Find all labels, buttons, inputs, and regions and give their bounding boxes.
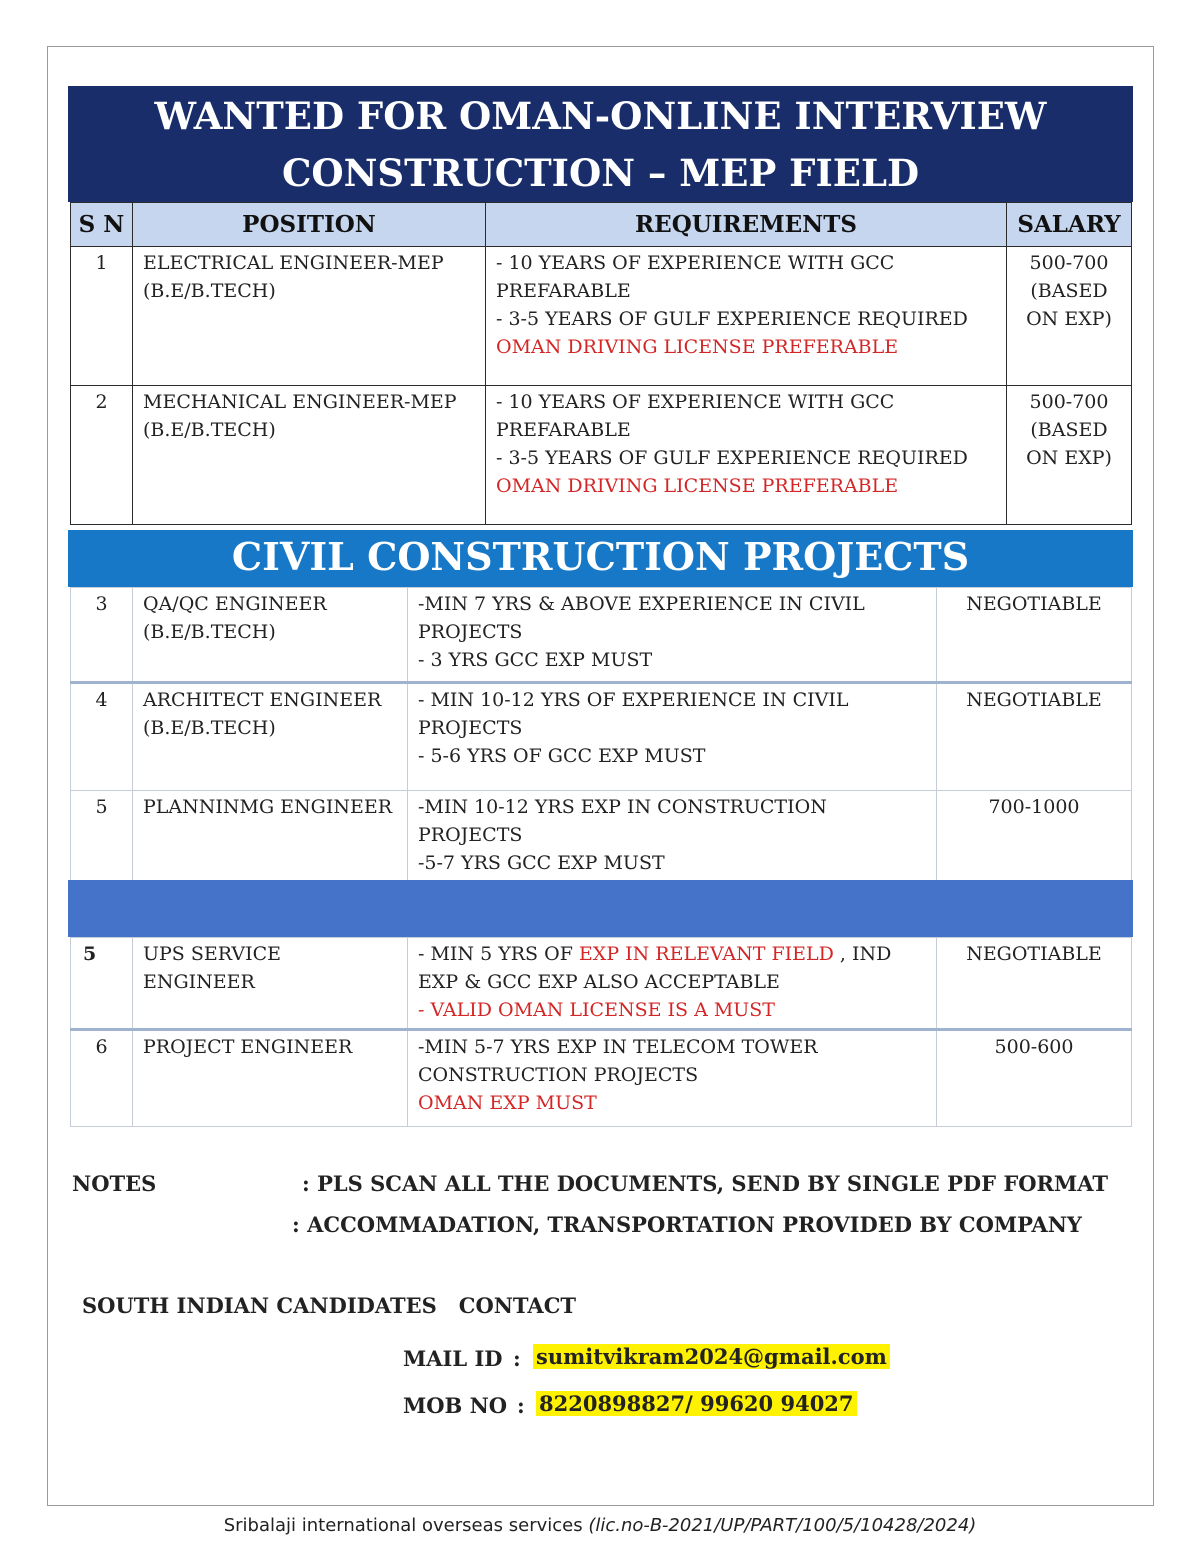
row-requirements: - 10 YEARS OF EXPERIENCE WITH GCC PREFARABLE - 3-5 YEARS OF GULF EXPERIENCE REQUIRED OMAN DRIVING LICENSE PREFERABLE bbox=[486, 247, 1007, 386]
row-requirements: - 10 YEARS OF EXPERIENCE WITH GCC PREFARABLE - 3-5 YEARS OF GULF EXPERIENCE REQUIRED OMAN DRIVING LICENSE PREFERABLE bbox=[486, 386, 1007, 525]
row-position: PLANNINMG ENGINEER bbox=[133, 791, 408, 881]
footer bbox=[0, 1515, 1200, 1536]
requirement-highlight: OMAN DRIVING LICENSE PREFERABLE bbox=[496, 475, 899, 497]
row-salary: 500-700 (BASED ON EXP) bbox=[1007, 386, 1132, 525]
mob-value[interactable]: 8220898827/ 99620 94027 bbox=[536, 1391, 857, 1416]
table-row bbox=[71, 683, 1132, 791]
mob-separator: : bbox=[517, 1393, 525, 1418]
mail-separator: : bbox=[513, 1346, 521, 1371]
header-requirements: REQUIREMENTS bbox=[486, 203, 1007, 247]
civil-section-banner: CIVIL CONSTRUCTION PROJECTS bbox=[68, 530, 1133, 587]
row-sn: 2 bbox=[71, 386, 133, 525]
footer-company: Sribalaji international overseas services bbox=[223, 1515, 589, 1536]
header-salary: SALARY bbox=[1007, 203, 1132, 247]
row-position: PROJECT ENGINEER bbox=[133, 1030, 408, 1127]
row-salary: NEGOTIABLE bbox=[937, 938, 1132, 1030]
row-position: ELECTRICAL ENGINEER-MEP (B.E/B.TECH) bbox=[133, 247, 486, 386]
row-sn: 1 bbox=[71, 247, 133, 386]
mail-label: MAIL ID bbox=[403, 1346, 503, 1371]
civil-table bbox=[70, 587, 1132, 881]
row-salary: 700-1000 bbox=[937, 791, 1132, 881]
row-sn: 4 bbox=[71, 683, 133, 791]
other-roles-table bbox=[70, 937, 1132, 1127]
mep-table bbox=[70, 202, 1132, 525]
notes-label: NOTES bbox=[72, 1171, 157, 1196]
row-position: ARCHITECT ENGINEER (B.E/B.TECH) bbox=[133, 683, 408, 791]
banner-line-1: WANTED FOR OMAN-ONLINE INTERVIEW bbox=[154, 94, 1047, 138]
row-position: MECHANICAL ENGINEER-MEP (B.E/B.TECH) bbox=[133, 386, 486, 525]
table-row bbox=[71, 247, 1132, 386]
row-salary: NEGOTIABLE bbox=[937, 683, 1132, 791]
footer-license: (lic.no-B-2021/UP/PART/100/5/10428/2024) bbox=[588, 1515, 977, 1536]
row-salary: 500-600 bbox=[937, 1030, 1132, 1127]
title-banner bbox=[68, 86, 1133, 202]
mail-value[interactable]: sumitvikram2024@gmail.com bbox=[533, 1344, 890, 1369]
header-position: POSITION bbox=[133, 203, 486, 247]
row-sn: 3 bbox=[71, 588, 133, 683]
table-row bbox=[71, 938, 1132, 1030]
row-position: QA/QC ENGINEER (B.E/B.TECH) bbox=[133, 588, 408, 683]
table-row bbox=[71, 588, 1132, 683]
table-header-row bbox=[71, 203, 1132, 247]
row-requirements: - MIN 10-12 YRS OF EXPERIENCE IN CIVIL PROJECTS - 5-6 YRS OF GCC EXP MUST bbox=[408, 683, 937, 791]
row-sn: 6 bbox=[71, 1030, 133, 1127]
row-requirements: -MIN 5-7 YRS EXP IN TELECOM TOWER CONSTRUCTION PROJECTS OMAN EXP MUST bbox=[408, 1030, 937, 1127]
table-row bbox=[71, 386, 1132, 525]
section-divider-band bbox=[68, 880, 1133, 937]
notes-line-2: : ACCOMMADATION, TRANSPORTATION PROVIDED BY COMPANY bbox=[292, 1212, 1082, 1237]
row-sn: 5 bbox=[71, 791, 133, 881]
row-salary: 500-700 (BASED ON EXP) bbox=[1007, 247, 1132, 386]
row-requirements: -MIN 7 YRS & ABOVE EXPERIENCE IN CIVIL PROJECTS - 3 YRS GCC EXP MUST bbox=[408, 588, 937, 683]
row-position: UPS SERVICE ENGINEER bbox=[133, 938, 408, 1030]
row-salary: NEGOTIABLE bbox=[937, 588, 1132, 683]
mob-label: MOB NO bbox=[403, 1393, 508, 1418]
notes-line-1: : PLS SCAN ALL THE DOCUMENTS, SEND BY SINGLE PDF FORMAT bbox=[302, 1171, 1109, 1196]
requirement-highlight: OMAN DRIVING LICENSE PREFERABLE bbox=[496, 336, 899, 358]
table-row bbox=[71, 1030, 1132, 1127]
row-sn: 5 bbox=[71, 938, 133, 1030]
contact-heading: SOUTH INDIAN CANDIDATES CONTACT bbox=[82, 1293, 577, 1318]
table-row bbox=[71, 791, 1132, 881]
row-requirements: -MIN 10-12 YRS EXP IN CONSTRUCTION PROJECTS -5-7 YRS GCC EXP MUST bbox=[408, 791, 937, 881]
row-requirements: - MIN 5 YRS OF EXP IN RELEVANT FIELD , IND EXP & GCC EXP ALSO ACCEPTABLE - VALID OMAN LICENSE IS A MUST bbox=[408, 938, 937, 1030]
banner-line-2: CONSTRUCTION – MEP FIELD bbox=[281, 151, 920, 195]
header-sn: S N bbox=[71, 203, 133, 247]
